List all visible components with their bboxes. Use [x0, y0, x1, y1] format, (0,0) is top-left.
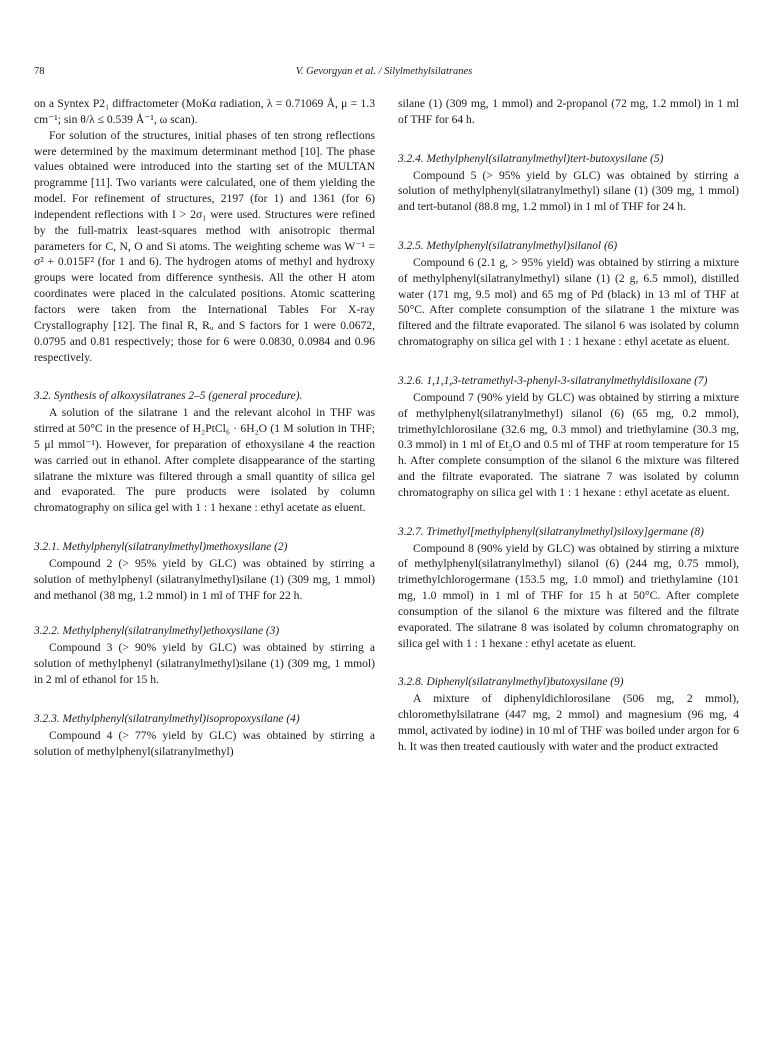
heading-3-2: 3.2. Synthesis of alkoxysilatranes 2–5 (general procedure). [34, 390, 303, 403]
heading-3-2-4: 3.2.4. Methylphenyl(silatranylmethyl)tert-butoxysilane (5) [398, 152, 664, 165]
paragraph-general-procedure: A solution of the silatrane 1 and the relevant alcohol in THF was stirred at 50°C in the presence of H₂PtCl₆ · 6H₂O (1 M solution in THF; 5 μl mmol⁻¹). However, for preparation of ethoxysilane 4 the reaction was carried out in ethanol. After complete disappearance of the starting silatrane the mixture was filtered through a small quantity of silica gel and evaporated. The pure products were isolated by column chromatography on silica gel with 1 : 1 hexane : ethyl acetate as eluent. [34, 406, 375, 515]
paragraph-compound-7: Compound 7 (90% yield by GLC) was obtained by stirring a mixture of methylphenyl(silatranylmethyl) silanol (6) (65 mg, 0.2 mmol), trimethylchlorosilane (32.6 mg, 0.3 mmol) and triethylamine (30.3 mg, 0.3 mmol) in 1 ml of Et₂O and 0.5 ml of THF at room temperature for 15 h. After complete consumption of the silanol 6 the mixture was filtered and the filtrate evaporated. The siatrane 7 was isolated by column chromatography on silica gel with 1 : 1 hexane : ethyl acetate as eluent. [398, 390, 739, 499]
paragraph-compound-8: Compound 8 (90% yield by GLC) was obtained by stirring a mixture of methylphenyl(silatranylmethyl) silanol (6) (244 mg, 0.75 mmol), trimethylchlorogermane (153.5 mg, 1.0 mmol) and triethylamine (101 mg, 1.0 mmol) in 1 ml of THF for 15 h at 50°C. After complete consumption of the silanol 6 the mixture was filtered and the filtrate evaporated. The silatrane 8 was isolated by column chromatography on silica gel with 1 : 1 hexane : ethyl acetate as eluent. [398, 541, 739, 650]
paragraph-diffractometer: on a Syntex P2₁ diffractometer (MoKα radiation, λ = 0.71069 Å, μ = 1.3 cm⁻¹; sin θ/λ ≤ 0.539 Å⁻¹, ω scan). [34, 97, 375, 126]
paragraph-compound-5: Compound 5 (> 95% yield by GLC) was obtained by stirring a solution of methylphenyl(silatranylmethyl) silane (1) (309 mg, 1 mmol) and tert-butanol (88.8 mg, 1.2 mmol) in 1 ml of THF for 24 h. [398, 168, 739, 214]
page-number: 78 [34, 66, 45, 77]
heading-3-2-3: 3.2.3. Methylphenyl(silatranylmethyl)isopropoxysilane (4) [34, 712, 300, 725]
left-column [34, 96, 375, 759]
right-column [398, 96, 739, 755]
heading-3-2-2: 3.2.2. Methylphenyl(silatranylmethyl)ethoxysilane (3) [34, 625, 280, 638]
paragraph-compound-3: Compound 3 (> 90% yield by GLC) was obtained by stirring a solution of methylphenyl (silatranylmethyl)silane (1) (309 mg, 1 mmol) in 2 ml of ethanol for 15 h. [34, 641, 375, 686]
paragraph-compound-6: Compound 6 (2.1 g, > 95% yield) was obtained by stirring a mixture of methylphenyl(silatranylmethyl) silane (1) (2 g, 6.5 mmol), distilled water (171 mg, 9.5 mol) and 65 mg of Pd (black) in 13 ml of THF at 50°C. After complete consumption of the silatrane 1 the mixture was filtered and the filtrate evaporated. The silanol 6 was isolated by column chromatography on silica gel with 1 : 1 hexane : ethyl acetate as eluent. [398, 255, 739, 349]
heading-3-2-8: 3.2.8. Diphenyl(silatranylmethyl)butoxysilane (9) [398, 676, 624, 689]
paragraph-compound-4-continued: silane (1) (309 mg, 1 mmol) and 2-propanol (72 mg, 1.2 mmol) in 1 ml of THF for 64 h. [398, 97, 739, 126]
paragraph-compound-2: Compound 2 (> 95% yield by GLC) was obtained by stirring a solution of methylphenyl (silatranylmethyl)silane (1) (309 mg, 1 mmol) and methanol (38 mg, 1.2 mmol) in 1 ml of THF for 22 h. [34, 556, 375, 602]
heading-3-2-5: 3.2.5. Methylphenyl(silatranylmethyl)silanol (6) [398, 240, 618, 253]
running-title: V. Gevorgyan et al. / Silylmethylsilatranes [295, 66, 473, 77]
heading-3-2-7: 3.2.7. Trimethyl[methylphenyl(silatranylmethyl)siloxy]germane (8) [398, 525, 704, 538]
running-head [34, 66, 734, 82]
paragraph-compound-4: Compound 4 (> 77% yield by GLC) was obtained by stirring a solution of methylphenyl(silatranylmethyl) [34, 728, 375, 758]
heading-3-2-6: 3.2.6. 1,1,1,3-tetramethyl-3-phenyl-3-silatranylmethyldisiloxane (7) [398, 374, 708, 387]
heading-3-2-1: 3.2.1. Methylphenyl(silatranylmethyl)methoxysilane (2) [34, 541, 288, 554]
paragraph-structure-solution: For solution of the structures, initial phases of ten strong reflections were determined by the maximum determinant method [10]. The phase values obtained were introduced into the starting set of the MULTAN programme [11]. Two variants were calculated, one of them yielding the model. For refinement of structures, 2197 (for 1) and 1361 (for 6) independent reflections with I > 2σ₁ were used. Structures were refined by the full-matrix least-squares method with anisotropic thermal parameters for C, N, O and Si atoms. The weighting scheme was W⁻¹ = σ² + 0.015F² (for 1 and 6). The hydrogen atoms of methyl and hydroxy groups were located from difference synthesis. All the other H atom coordinates were placed in the calculated positions. Atomic scattering factors were taken from the International Tables For X-ray Crystallography [12]. The final R, Rᵤ and S factors for 1 were 0.0672, 0.0795 and 0.81 respectively; those for 6 were 0.0830, 0.0984 and 0.96 respectively. [34, 128, 375, 364]
paragraph-compound-9: A mixture of diphenyldichlorosilane (506 mg, 2 mmol), chloromethylsilatrane (447 mg, 2 mmol) and magnesium (96 mg, 4 mmol, activated by iodine) in 10 ml of THF was boiled under argon for 6 h. It was then treated cautiously with water and the product extracted [398, 692, 739, 753]
